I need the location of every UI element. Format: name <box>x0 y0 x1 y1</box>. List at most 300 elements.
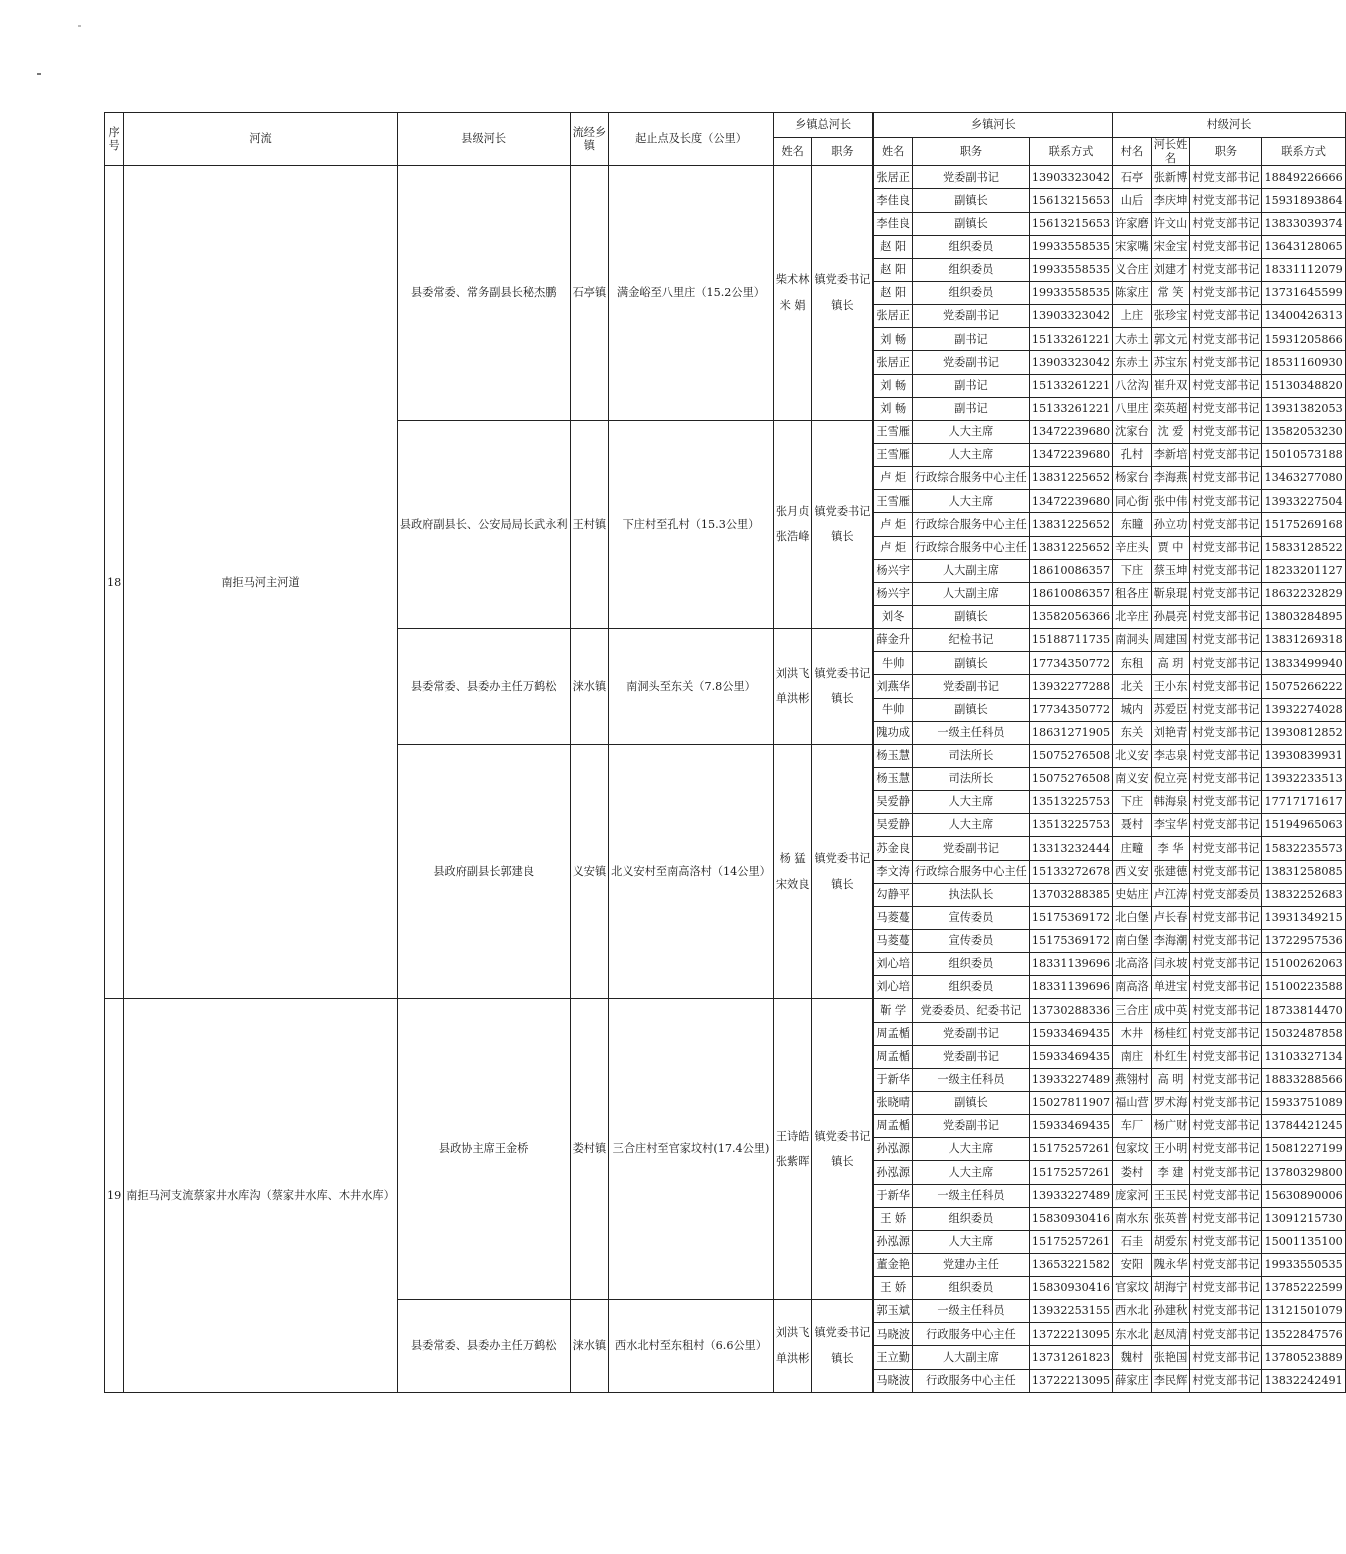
general-chief-name: 米 娟 <box>779 299 806 313</box>
village-name: 北关 <box>1113 675 1152 698</box>
village-chief-name: 许文山 <box>1151 212 1190 235</box>
village-chief-phone: 13121501079 <box>1262 1300 1345 1323</box>
village-chief-duty: 村党支部书记 <box>1190 1346 1262 1369</box>
village-name: 庄疃 <box>1113 837 1152 860</box>
general-chief-duty: 镇长 <box>831 1155 854 1169</box>
village-chief-name: 蔡玉坤 <box>1151 559 1190 582</box>
town-chief-name: 张居正 <box>874 351 913 374</box>
county-chief: 县委常委、常务副县长秘杰鹏 <box>397 166 570 421</box>
town-chief-phone: 15133261221 <box>1029 397 1112 420</box>
village-chief-duty: 村党支部书记 <box>1190 837 1262 860</box>
village-name: 福山营 <box>1113 1091 1152 1114</box>
village-name: 西水北 <box>1113 1300 1152 1323</box>
village-chief-phone: 13731645599 <box>1262 282 1345 305</box>
village-chief-name: 宋金宝 <box>1151 235 1190 258</box>
village-chief-duty: 村党支部书记 <box>1190 1115 1262 1138</box>
village-name: 南水东 <box>1113 1207 1152 1230</box>
village-chief-duty: 村党支部书记 <box>1190 1161 1262 1184</box>
town-chief-duty: 副镇长 <box>912 605 1029 628</box>
town-chief-duty: 执法队长 <box>912 883 1029 906</box>
town-chief-duty: 副镇长 <box>912 652 1029 675</box>
county-chief: 县政协主席王金桥 <box>397 999 570 1300</box>
town-chief-name: 牛帅 <box>874 652 913 675</box>
town-chief-phone: 15133272678 <box>1029 860 1112 883</box>
village-chief-phone: 19933550535 <box>1262 1253 1345 1276</box>
town-chief-phone: 13313232444 <box>1029 837 1112 860</box>
village-chief-duty: 村党支部书记 <box>1190 1184 1262 1207</box>
village-chief-phone: 13522847576 <box>1262 1323 1345 1346</box>
village-chief-phone: 15100223588 <box>1262 976 1345 999</box>
town-chief-name: 马晓波 <box>874 1369 913 1392</box>
table-row <box>105 999 1346 1022</box>
general-chief-duty: 镇长 <box>831 1351 854 1365</box>
village-chief-duty: 村党支部书记 <box>1190 1323 1262 1346</box>
town-chief-duty: 行政综合服务中心主任 <box>912 513 1029 536</box>
village-chief-duty: 村党支部书记 <box>1190 444 1262 467</box>
town-chief-duty: 人大主席 <box>912 1161 1029 1184</box>
header-town-duty: 职务 <box>912 138 1029 166</box>
town-chief-duty: 司法所长 <box>912 767 1029 790</box>
village-chief-phone: 18849226666 <box>1262 166 1345 189</box>
village-chief-duty: 村党支部书记 <box>1190 1138 1262 1161</box>
town-chief-phone: 18331139696 <box>1029 953 1112 976</box>
town-chief-phone: 15133261221 <box>1029 374 1112 397</box>
header-river: 河流 <box>124 113 398 166</box>
village-chief-duty: 村党支部书记 <box>1190 791 1262 814</box>
town-name: 涞水镇 <box>570 629 609 745</box>
town-chief-duty: 副镇长 <box>912 1091 1029 1114</box>
town-chief-phone: 15175369172 <box>1029 906 1112 929</box>
village-chief-name: 李海潮 <box>1151 929 1190 952</box>
town-chief-name: 周孟楯 <box>874 1045 913 1068</box>
general-chief-name: 王诗皓 <box>775 1129 810 1143</box>
village-name: 下庄 <box>1113 791 1152 814</box>
village-chief-phone: 15931893864 <box>1262 189 1345 212</box>
village-chief-name: 单进宝 <box>1151 976 1190 999</box>
village-chief-name: 刘艳青 <box>1151 721 1190 744</box>
village-chief-duty: 村党支部书记 <box>1190 1045 1262 1068</box>
village-chief-phone: 13722957536 <box>1262 929 1345 952</box>
general-chief-duties <box>812 629 873 745</box>
village-chief-name: 杨广财 <box>1151 1115 1190 1138</box>
town-name: 义安镇 <box>570 744 609 999</box>
town-chief-name: 赵 阳 <box>874 235 913 258</box>
town-chief-name: 马菱蔓 <box>874 906 913 929</box>
village-name: 北高洛 <box>1113 953 1152 976</box>
town-chief-phone: 19933558535 <box>1029 235 1112 258</box>
town-chief-duty: 行政服务中心主任 <box>912 1369 1029 1392</box>
town-chief-phone: 13582056366 <box>1029 605 1112 628</box>
town-chief-duty: 组织委员 <box>912 282 1029 305</box>
village-name: 石亭 <box>1113 166 1152 189</box>
town-chief-name: 吴爱静 <box>874 814 913 837</box>
village-chief-phone: 15931205866 <box>1262 328 1345 351</box>
village-chief-duty: 村党支部书记 <box>1190 189 1262 212</box>
village-chief-duty: 村党支部书记 <box>1190 1300 1262 1323</box>
village-chief-duty: 村党支部书记 <box>1190 929 1262 952</box>
village-chief-duty: 村党支部书记 <box>1190 1230 1262 1253</box>
village-chief-name: 卢长春 <box>1151 906 1190 929</box>
town-chief-phone: 13903323042 <box>1029 351 1112 374</box>
village-chief-phone: 13931349215 <box>1262 906 1345 929</box>
town-chief-name: 隗功成 <box>874 721 913 744</box>
town-chief-phone: 18631271905 <box>1029 721 1112 744</box>
village-chief-phone: 18233201127 <box>1262 559 1345 582</box>
village-chief-duty: 村党支部书记 <box>1190 351 1262 374</box>
village-name: 安阳 <box>1113 1253 1152 1276</box>
village-name: 木井 <box>1113 1022 1152 1045</box>
village-chief-name: 栾英超 <box>1151 397 1190 420</box>
town-chief-phone: 13903323042 <box>1029 166 1112 189</box>
town-chief-duty: 党委副书记 <box>912 1115 1029 1138</box>
general-chief-name: 张月贞 <box>775 504 810 518</box>
village-name: 北白堡 <box>1113 906 1152 929</box>
village-chief-phone: 15100262063 <box>1262 953 1345 976</box>
town-chief-name: 周孟楯 <box>874 1022 913 1045</box>
village-chief-name: 苏爱臣 <box>1151 698 1190 721</box>
village-chief-duty: 村党支部书记 <box>1190 1091 1262 1114</box>
village-chief-phone: 13780523889 <box>1262 1346 1345 1369</box>
town-chief-phone: 15027811907 <box>1029 1091 1112 1114</box>
town-chief-name: 卢 炬 <box>874 467 913 490</box>
village-chief-name: 李庆坤 <box>1151 189 1190 212</box>
general-chief-name: 刘洪飞 <box>775 666 810 680</box>
town-chief-duty: 副书记 <box>912 328 1029 351</box>
village-chief-name: 张新博 <box>1151 166 1190 189</box>
town-chief-phone: 15613215653 <box>1029 189 1112 212</box>
town-chief-phone: 13932277288 <box>1029 675 1112 698</box>
town-chief-phone: 15175257261 <box>1029 1161 1112 1184</box>
village-chief-phone: 13803284895 <box>1262 605 1345 628</box>
village-name: 燕翎村 <box>1113 1068 1152 1091</box>
town-chief-duty: 行政综合服务中心主任 <box>912 860 1029 883</box>
village-chief-name: 沈 爱 <box>1151 420 1190 443</box>
village-chief-duty: 村党支部书记 <box>1190 1068 1262 1091</box>
village-chief-name: 崔升双 <box>1151 374 1190 397</box>
village-chief-name: 贾 中 <box>1151 536 1190 559</box>
village-chief-name: 隗永华 <box>1151 1253 1190 1276</box>
village-name: 南义安 <box>1113 767 1152 790</box>
table-row <box>105 166 1346 189</box>
village-chief-phone: 15010573188 <box>1262 444 1345 467</box>
town-chief-duty: 副书记 <box>912 374 1029 397</box>
town-chief-phone: 13722213095 <box>1029 1323 1112 1346</box>
town-chief-phone: 13831225652 <box>1029 467 1112 490</box>
village-name: 薛家庄 <box>1113 1369 1152 1392</box>
village-chief-duty: 村党支部书记 <box>1190 953 1262 976</box>
village-chief-name: 张艳国 <box>1151 1346 1190 1369</box>
town-chief-name: 刘冬 <box>874 605 913 628</box>
village-chief-duty: 村党支部书记 <box>1190 1207 1262 1230</box>
village-chief-duty: 村党支部书记 <box>1190 1369 1262 1392</box>
town-chief-duty: 人大副主席 <box>912 1346 1029 1369</box>
range-length: 西水北村至东租村（6.6公里） <box>609 1300 774 1393</box>
header-village-chief-name: 河长姓名 <box>1151 138 1190 166</box>
village-chief-name: 张珍宝 <box>1151 305 1190 328</box>
village-chief-phone: 15630890006 <box>1262 1184 1345 1207</box>
village-chief-phone: 13930812852 <box>1262 721 1345 744</box>
town-chief-duty: 组织委员 <box>912 953 1029 976</box>
town-chief-phone: 15933469435 <box>1029 1045 1112 1068</box>
range-length: 三合庄村至官家坟村(17.4公里) <box>609 999 774 1300</box>
town-chief-duty: 党委副书记 <box>912 351 1029 374</box>
village-chief-duty: 村党支部书记 <box>1190 559 1262 582</box>
town-chief-name: 李文涛 <box>874 860 913 883</box>
town-chief-phone: 15175369172 <box>1029 929 1112 952</box>
header-village-duty: 职务 <box>1190 138 1262 166</box>
village-chief-name: 李 华 <box>1151 837 1190 860</box>
village-name: 三合庄 <box>1113 999 1152 1022</box>
village-chief-duty: 村党支部书记 <box>1190 860 1262 883</box>
general-chief-name: 单洪彬 <box>775 692 810 706</box>
village-name: 西义安 <box>1113 860 1152 883</box>
general-chief-names <box>773 166 812 421</box>
village-chief-phone: 15175269168 <box>1262 513 1345 536</box>
village-chief-duty: 村党支部书记 <box>1190 652 1262 675</box>
village-chief-phone: 13933227504 <box>1262 490 1345 513</box>
town-chief-name: 王立勤 <box>874 1346 913 1369</box>
town-name: 涞水镇 <box>570 1300 609 1393</box>
town-chief-duty: 一级主任科员 <box>912 721 1029 744</box>
village-chief-phone: 15075266222 <box>1262 675 1345 698</box>
village-name: 东水北 <box>1113 1323 1152 1346</box>
village-name: 南庄 <box>1113 1045 1152 1068</box>
village-name: 史姑庄 <box>1113 883 1152 906</box>
general-chief-duties <box>812 420 873 628</box>
village-chief-name: 靳泉琨 <box>1151 582 1190 605</box>
village-name: 南洞头 <box>1113 629 1152 652</box>
town-chief-name: 郭玉斌 <box>874 1300 913 1323</box>
town-chief-name: 牛帅 <box>874 698 913 721</box>
village-chief-phone: 13833499940 <box>1262 652 1345 675</box>
village-chief-name: 张建德 <box>1151 860 1190 883</box>
village-chief-phone: 13582053230 <box>1262 420 1345 443</box>
range-length: 南洞头至东关（7.8公里） <box>609 629 774 745</box>
village-name: 东瞳 <box>1113 513 1152 536</box>
village-chief-duty: 村党支部书记 <box>1190 582 1262 605</box>
village-chief-duty: 村党支部书记 <box>1190 420 1262 443</box>
village-name: 下庄 <box>1113 559 1152 582</box>
town-chief-phone: 15830930416 <box>1029 1207 1112 1230</box>
town-chief-phone: 15075276508 <box>1029 767 1112 790</box>
village-name: 租各庄 <box>1113 582 1152 605</box>
town-chief-duty: 行政综合服务中心主任 <box>912 467 1029 490</box>
village-name: 包家坟 <box>1113 1138 1152 1161</box>
village-chief-phone: 15001135100 <box>1262 1230 1345 1253</box>
village-chief-phone: 13831258085 <box>1262 860 1345 883</box>
general-chief-duties <box>812 744 873 999</box>
village-chief-phone: 18733814470 <box>1262 999 1345 1022</box>
village-chief-phone: 13832252683 <box>1262 883 1345 906</box>
town-chief-duty: 党委副书记 <box>912 837 1029 860</box>
village-chief-phone: 13931382053 <box>1262 397 1345 420</box>
section-seq: 19 <box>105 999 124 1392</box>
general-chief-name: 单洪彬 <box>775 1351 810 1365</box>
town-chief-name: 李佳良 <box>874 212 913 235</box>
village-chief-phone: 13784421245 <box>1262 1115 1345 1138</box>
town-chief-name: 李佳良 <box>874 189 913 212</box>
village-chief-duty: 村党支部书记 <box>1190 675 1262 698</box>
village-chief-phone: 15081227199 <box>1262 1138 1345 1161</box>
village-name: 石圭 <box>1113 1230 1152 1253</box>
header-village-name: 村名 <box>1113 138 1152 166</box>
village-chief-phone: 18331112079 <box>1262 258 1345 281</box>
header-village-chief: 村级河长 <box>1113 113 1346 138</box>
village-chief-phone: 18632232829 <box>1262 582 1345 605</box>
village-chief-name: 闫永坡 <box>1151 953 1190 976</box>
town-chief-phone: 19933558535 <box>1029 258 1112 281</box>
village-chief-phone: 13831269318 <box>1262 629 1345 652</box>
town-chief-phone: 13933227489 <box>1029 1184 1112 1207</box>
town-chief-phone: 13933227489 <box>1029 1068 1112 1091</box>
town-chief-phone: 18610086357 <box>1029 582 1112 605</box>
village-chief-duty: 村党支部书记 <box>1190 976 1262 999</box>
village-name: 聂村 <box>1113 814 1152 837</box>
general-chief-duty: 镇党委书记 <box>814 273 871 287</box>
town-chief-phone: 17734350772 <box>1029 698 1112 721</box>
village-chief-name: 郭文元 <box>1151 328 1190 351</box>
town-chief-phone: 13722213095 <box>1029 1369 1112 1392</box>
general-chief-duties <box>812 166 873 421</box>
general-chief-names <box>773 1300 812 1393</box>
town-chief-duty: 组织委员 <box>912 235 1029 258</box>
section-seq: 18 <box>105 166 124 999</box>
town-chief-name: 杨兴宇 <box>874 559 913 582</box>
town-chief-duty: 行政综合服务中心主任 <box>912 536 1029 559</box>
village-chief-phone: 15032487858 <box>1262 1022 1345 1045</box>
village-name: 东关 <box>1113 721 1152 744</box>
village-name: 八里庄 <box>1113 397 1152 420</box>
town-chief-duty: 一级主任科员 <box>912 1184 1029 1207</box>
town-chief-name: 刘 畅 <box>874 374 913 397</box>
town-chief-name: 杨玉慧 <box>874 767 913 790</box>
range-length: 北义安村至南高洛村（14公里） <box>609 744 774 999</box>
town-chief-name: 张居正 <box>874 305 913 328</box>
village-chief-duty: 村党支部书记 <box>1190 235 1262 258</box>
village-chief-phone: 13463277080 <box>1262 467 1345 490</box>
village-chief-duty: 村党支部书记 <box>1190 629 1262 652</box>
town-chief-name: 王 娇 <box>874 1207 913 1230</box>
village-chief-duty: 村党支部书记 <box>1190 744 1262 767</box>
village-name: 南白堡 <box>1113 929 1152 952</box>
village-chief-phone: 18833288566 <box>1262 1068 1345 1091</box>
village-chief-name: 孙晨亮 <box>1151 605 1190 628</box>
village-chief-name: 高 明 <box>1151 1068 1190 1091</box>
village-chief-duty: 村党支部书记 <box>1190 490 1262 513</box>
village-name: 陈家庄 <box>1113 282 1152 305</box>
town-chief-name: 马菱蔓 <box>874 929 913 952</box>
general-chief-duty: 镇党委书记 <box>814 1326 871 1340</box>
town-chief-duty: 副书记 <box>912 397 1029 420</box>
town-chief-name: 卢 炬 <box>874 536 913 559</box>
village-chief-duty: 村党支部书记 <box>1190 906 1262 929</box>
village-chief-duty: 村党支部书记 <box>1190 467 1262 490</box>
village-chief-duty: 村党支部委员 <box>1190 883 1262 906</box>
village-chief-phone: 13103327134 <box>1262 1045 1345 1068</box>
village-name: 官家坟 <box>1113 1277 1152 1300</box>
general-chief-name: 宋效良 <box>775 877 810 891</box>
header-row-1 <box>105 113 1346 138</box>
town-chief-name: 苏金良 <box>874 837 913 860</box>
county-chief: 县委常委、县委办主任万鹤松 <box>397 629 570 745</box>
town-chief-phone: 15075276508 <box>1029 744 1112 767</box>
town-chief-duty: 党委副书记 <box>912 166 1029 189</box>
header-county-chief: 县级河长 <box>397 113 570 166</box>
village-name: 车厂 <box>1113 1115 1152 1138</box>
town-chief-name: 张晓晴 <box>874 1091 913 1114</box>
county-chief: 县委常委、县委办主任万鹤松 <box>397 1300 570 1393</box>
village-chief-phone: 13930839931 <box>1262 744 1345 767</box>
town-name: 王村镇 <box>570 420 609 628</box>
town-chief-name: 刘燕华 <box>874 675 913 698</box>
village-chief-phone: 15130348820 <box>1262 374 1345 397</box>
town-chief-duty: 人大主席 <box>912 490 1029 513</box>
town-chief-name: 赵 阳 <box>874 258 913 281</box>
village-name: 大赤土 <box>1113 328 1152 351</box>
general-chief-duty: 镇党委书记 <box>814 851 871 865</box>
town-chief-name: 杨兴宇 <box>874 582 913 605</box>
town-chief-name: 孙泓源 <box>874 1230 913 1253</box>
village-chief-phone: 13091215730 <box>1262 1207 1345 1230</box>
village-chief-duty: 村党支部书记 <box>1190 605 1262 628</box>
village-chief-duty: 村党支部书记 <box>1190 258 1262 281</box>
general-chief-names <box>773 629 812 745</box>
town-chief-phone: 15933469435 <box>1029 1115 1112 1138</box>
range-length: 下庄村至孔村（15.3公里） <box>609 420 774 628</box>
town-chief-name: 杨玉慧 <box>874 744 913 767</box>
town-chief-phone: 13513225753 <box>1029 814 1112 837</box>
village-chief-name: 胡海宁 <box>1151 1277 1190 1300</box>
village-name: 城内 <box>1113 698 1152 721</box>
town-chief-name: 张居正 <box>874 166 913 189</box>
town-chief-duty: 人大主席 <box>912 420 1029 443</box>
town-chief-duty: 副镇长 <box>912 698 1029 721</box>
header-village-contact: 联系方式 <box>1262 138 1345 166</box>
village-chief-name: 张中伟 <box>1151 490 1190 513</box>
town-chief-name: 于新华 <box>874 1184 913 1207</box>
general-chief-name: 杨 猛 <box>779 851 806 865</box>
town-chief-phone: 18610086357 <box>1029 559 1112 582</box>
town-chief-duty: 组织委员 <box>912 976 1029 999</box>
village-chief-duty: 村党支部书记 <box>1190 328 1262 351</box>
town-chief-duty: 人大副主席 <box>912 582 1029 605</box>
village-chief-name: 常 笑 <box>1151 282 1190 305</box>
village-chief-name: 周建国 <box>1151 629 1190 652</box>
general-chief-duty: 镇党委书记 <box>814 504 871 518</box>
town-chief-phone: 15175257261 <box>1029 1138 1112 1161</box>
town-chief-name: 于新华 <box>874 1068 913 1091</box>
village-chief-duty: 村党支部书记 <box>1190 767 1262 790</box>
town-chief-name: 吴爱静 <box>874 791 913 814</box>
town-chief-phone: 15933469435 <box>1029 1022 1112 1045</box>
town-chief-duty: 党委委员、纪委书记 <box>912 999 1029 1022</box>
town-chief-name: 刘心培 <box>874 976 913 999</box>
general-chief-duty: 镇党委书记 <box>814 1129 871 1143</box>
town-chief-name: 董金艳 <box>874 1253 913 1276</box>
town-chief-duty: 纪检书记 <box>912 629 1029 652</box>
village-chief-duty: 村党支部书记 <box>1190 1022 1262 1045</box>
village-chief-phone: 13932274028 <box>1262 698 1345 721</box>
village-chief-name: 卢江涛 <box>1151 883 1190 906</box>
village-name: 同心街 <box>1113 490 1152 513</box>
village-name: 北义安 <box>1113 744 1152 767</box>
town-chief-name: 刘 畅 <box>874 397 913 420</box>
town-chief-duty: 人大主席 <box>912 1138 1029 1161</box>
town-chief-phone: 13472239680 <box>1029 490 1112 513</box>
town-chief-duty: 组织委员 <box>912 1277 1029 1300</box>
general-chief-duty: 镇党委书记 <box>814 666 871 680</box>
general-chief-name: 柴术林 <box>775 273 810 287</box>
